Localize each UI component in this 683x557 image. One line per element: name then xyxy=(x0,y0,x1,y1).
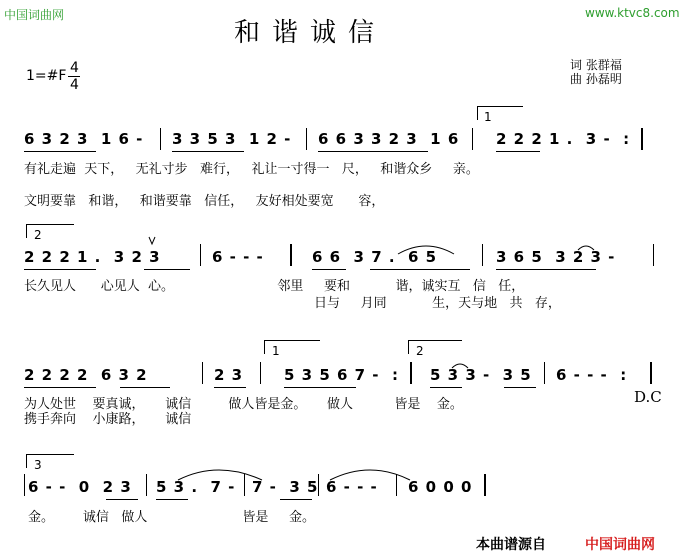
volta-bracket xyxy=(408,340,409,354)
barline xyxy=(653,244,654,266)
footer-site-link[interactable]: 中国词曲网 xyxy=(585,537,655,553)
repeat-barline xyxy=(650,362,652,384)
notes-row4-measure4: 6 - - - xyxy=(326,478,378,496)
time-signature-bottom: 4 xyxy=(70,77,79,93)
notes-row3-measure2: 2 3 xyxy=(214,366,244,384)
beam xyxy=(106,499,138,500)
volta-bracket xyxy=(477,106,478,120)
beam xyxy=(24,269,96,270)
notes-row2-measure3: 6 6 3 7 . 6 5 xyxy=(312,248,438,266)
notes-row4-measure5: 6 0 0 0 xyxy=(408,478,473,496)
time-signature-line xyxy=(68,76,80,77)
notes-row3-measure5: 6 - - - : xyxy=(556,366,628,384)
beam xyxy=(156,499,188,500)
beam xyxy=(312,269,346,270)
volta-bracket-label: 3 xyxy=(34,458,42,472)
barline xyxy=(160,128,161,150)
beam xyxy=(24,151,96,152)
volta-bracket xyxy=(264,340,320,341)
beam xyxy=(280,499,312,500)
barline xyxy=(200,244,201,266)
beam xyxy=(370,269,470,270)
composer-credit: 曲 孙磊明 xyxy=(570,72,622,86)
barline xyxy=(306,128,307,150)
volta-bracket-label: 2 xyxy=(416,344,424,358)
notes-row4-measure1: 6 - - 0 2 3 xyxy=(28,478,132,496)
notes-row1-measure1: 6 3 2 3 1 6 - xyxy=(24,130,144,148)
beam xyxy=(496,269,596,270)
da-capo-mark: D.C xyxy=(634,388,662,406)
watermark-site-cn: 中国词曲网 xyxy=(4,8,65,22)
volta-bracket xyxy=(477,106,523,107)
beam xyxy=(430,387,462,388)
volta-bracket xyxy=(26,454,74,455)
lyrics-row2-verse2: 日与 月同 生，天与地 共 存， xyxy=(314,296,561,311)
beam xyxy=(144,269,190,270)
lyrics-row3-verse2: 携手奔向 小康路， 诚信 xyxy=(24,412,192,427)
barline xyxy=(318,474,319,496)
barline xyxy=(544,362,545,384)
repeat-barline xyxy=(410,362,412,384)
barline xyxy=(396,474,397,496)
song-title: 和谐诚信 xyxy=(234,18,387,48)
notes-row3-measure4: 5 3 3 - 3 5 xyxy=(430,366,532,384)
beam xyxy=(172,151,244,152)
key-signature: 1=#F xyxy=(26,68,67,84)
beam xyxy=(496,151,540,152)
lyrics-row4-verse1: 金。 诚信 做人 皆是 金。 xyxy=(28,510,316,525)
barline xyxy=(472,128,473,150)
notes-row1-measure3: 6 6 3 3 2 3 1 6 xyxy=(318,130,460,148)
beam xyxy=(214,387,246,388)
barline xyxy=(244,474,245,496)
repeat-barline xyxy=(641,128,643,150)
breath-mark-icon xyxy=(149,237,155,244)
notes-row2-measure1: 2 2 2 1 . 3 2 3 xyxy=(24,248,161,266)
notes-row3-measure3: 5 3 5 6 7 - : xyxy=(284,366,399,384)
beam xyxy=(504,387,536,388)
notes-row2-measure4: 3 6 5 3 2 3 - xyxy=(496,248,616,266)
notes-row1-measure2: 3 3 5 3 1 2 - xyxy=(172,130,292,148)
barline xyxy=(146,474,147,496)
volta-bracket xyxy=(408,340,462,341)
notes-row2-measure2: 6 - - - xyxy=(212,248,264,266)
volta-bracket xyxy=(26,224,74,225)
barline xyxy=(260,362,261,384)
beam xyxy=(120,387,170,388)
volta-bracket xyxy=(26,454,27,468)
final-barline xyxy=(484,474,486,496)
volta-bracket-label: 2 xyxy=(34,228,42,242)
volta-bracket-label: 1 xyxy=(484,110,492,124)
notes-row4-measure2: 5 3 . 7 - xyxy=(156,478,236,496)
notes-row1-measure4: 2 2 2 1 . 3 - : xyxy=(496,130,631,148)
barline xyxy=(482,244,483,266)
beam xyxy=(318,151,428,152)
notes-row4-measure3: 7 - 3 5 xyxy=(252,478,319,496)
lyrics-row1-verse2: 文明要靠 和谐， 和谐要靠 信任， 友好相处要宽 容， xyxy=(24,194,385,209)
lyrics-row1-verse1: 有礼走遍 天下， 无礼寸步 难行， 礼让一寸得一 尺， 和谐众乡 亲。 xyxy=(24,162,479,177)
barline xyxy=(24,474,25,496)
volta-bracket xyxy=(26,224,27,238)
lyricist-credit: 词 张群福 xyxy=(570,58,622,72)
lyrics-row2-verse1: 长久见人 心见人 心。 邻里 要和 谐，诚实互 信 任， xyxy=(24,279,525,294)
volta-bracket-label: 1 xyxy=(272,344,280,358)
footer-source: 本曲谱源自 xyxy=(476,537,546,553)
notes-row3-measure1: 2 2 2 2 6 3 2 xyxy=(24,366,148,384)
watermark-site-url: www.ktvc8.com xyxy=(585,6,680,20)
volta-bracket xyxy=(264,340,265,354)
time-signature-top: 4 xyxy=(70,60,79,76)
repeat-barline xyxy=(290,244,292,266)
lyrics-row3-verse1: 为人处世 要真诚， 诚信 做人皆是金。 做人 皆是 金。 xyxy=(24,397,463,412)
barline xyxy=(202,362,203,384)
beam xyxy=(24,387,96,388)
beam xyxy=(284,387,356,388)
